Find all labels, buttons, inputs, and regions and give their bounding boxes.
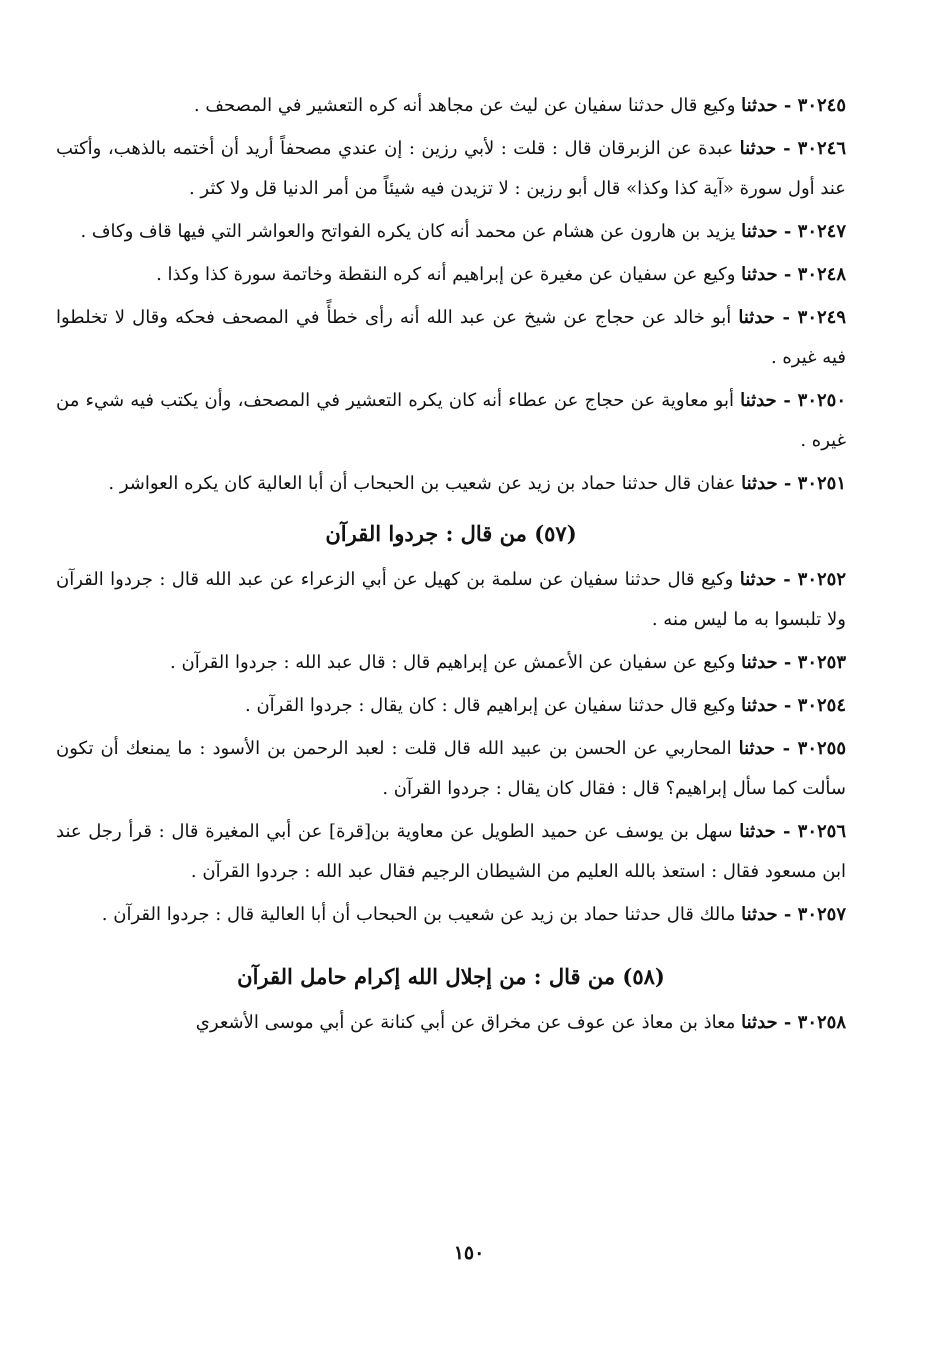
hadith-entry [56,1003,846,1043]
hadith-text: أبو خالد عن حجاج عن شيخ عن عبد الله أنه رأى خطأً في المصحف فحكه وقال لا تخلطوا فيه غيره . [56,307,846,368]
hadith-lead: - حدثنا [739,138,798,159]
hadith-text: عفان قال حدثنا حماد بن زيد عن شعيب بن الحبحاب أن أبا العالية كان يكره العواشر . [108,473,742,494]
hadith-text: مالك قال حدثنا حماد بن زيد عن شعيب بن الحبحاب أن أبا العالية قال : جردوا القرآن . [101,904,742,925]
hadith-text: وكيع قال حدثنا سفيان عن ليث عن مجاهد أنه كره التعشير في المصحف . [193,95,742,116]
hadith-entry [56,129,846,209]
hadith-number: ٣٠٢٥٧ [797,904,846,925]
hadith-entry [56,464,846,504]
hadith-text: يزيد بن هارون عن هشام عن محمد أنه كان يكره الفواتح والعواشر التي فيها قاف وكاف . [80,221,742,242]
hadith-text: أبو معاوية عن حجاج عن عطاء أنه كان يكره التعشير في المصحف، وأن يكتب فيه شيء من غيره . [56,390,846,451]
hadith-lead: - حدثنا [741,221,798,242]
hadith-entry [56,812,846,892]
hadith-number: ٣٠٢٥١ [797,473,846,494]
hadith-entry [56,895,846,935]
chapter-heading-58: (٥٨) من قال : من إجلال الله إكرام حامل القرآن [237,964,665,989]
hadith-lead: - حدثنا [741,652,798,673]
hadith-entry [56,255,846,295]
hadith-entry [56,298,846,378]
hadith-entry [56,86,846,126]
hadith-lead: - حدثنا [741,95,798,116]
hadith-lead: - حدثنا [741,473,798,494]
hadith-lead: - حدثنا [738,307,798,328]
hadith-number: ٣٠٢٥٠ [797,390,846,411]
hadith-entry [56,643,846,683]
hadith-number: ٣٠٢٥٦ [797,821,846,842]
hadith-text: وكيع عن سفيان عن مغيرة عن إبراهيم أنه كره النقطة وخاتمة سورة كذا وكذا . [156,264,742,285]
hadith-text: وكيع عن سفيان عن الأعمش عن إبراهيم قال : قال عبد الله : جردوا القرآن . [170,652,742,673]
hadith-number: ٣٠٢٤٥ [797,95,846,116]
page-number: ١٥٠ [453,1242,485,1264]
hadith-number: ٣٠٢٤٨ [797,264,846,285]
hadith-number: ٣٠٢٥٨ [797,1012,846,1033]
hadith-lead: - حدثنا [739,821,798,842]
chapter-heading-57: (٥٧) من قال : جردوا القرآن [325,521,577,546]
hadith-number: ٣٠٢٤٩ [797,307,846,328]
hadith-lead: - حدثنا [738,738,798,759]
hadith-number: ٣٠٢٥٤ [797,695,846,716]
hadith-number: ٣٠٢٥٣ [797,652,846,673]
hadith-lead: - حدثنا [741,904,798,925]
hadith-entry [56,686,846,726]
hadith-entry [56,381,846,461]
hadith-lead: - حدثنا [741,695,798,716]
hadith-text: وكيع قال حدثنا سفيان عن إبراهيم قال : كان يقال : جردوا القرآن . [245,695,742,716]
hadith-lead: - حدثنا [739,569,798,590]
hadith-entry [56,560,846,640]
hadith-text: عبدة عن الزبرقان قال : قلت : لأبي رزين : إن عندي مصحفاً أريد أن أختمه بالذهب، وأكتب عند أول سورة «آية كذا وكذا» قال أبو رزين : لا تزيدن فيه شيئاً من أمر الدنيا قل ولا كثر . [56,138,846,199]
hadith-text: المحاربي عن الحسن بن عبيد الله قال قلت : لعبد الرحمن بن الأسود : ما يمنعك أن تكون سألت كما سأل إبراهيم؟ قال : فقال كان يقال : جردوا القرآن . [56,738,846,799]
hadith-number: ٣٠٢٥٥ [797,738,846,759]
hadith-lead: - حدثنا [741,1012,798,1033]
hadith-text: معاذ بن معاذ عن عوف عن مخراق عن أبي كنانة عن أبي موسى الأشعري [195,1012,742,1033]
hadith-number: ٣٠٢٤٦ [797,138,846,159]
hadith-entry [56,212,846,252]
hadith-number: ٣٠٢٤٧ [797,221,846,242]
hadith-text: سهل بن يوسف عن حميد الطويل عن معاوية بن[قرة] عن أبي المغيرة قال : قرأ رجل عند ابن مسعود فقال : استعذ بالله العليم من الشيطان الرجيم فقال عبد الله : جردوا القرآن . [56,821,846,882]
page-body [56,86,846,1046]
hadith-text: وكيع قال حدثنا سفيان عن سلمة بن كهيل عن أبي الزعراء عن عبد الله قال : جردوا القرآن ولا تلبسوا به ما ليس منه . [56,569,846,630]
hadith-lead: - حدثنا [741,264,798,285]
hadith-lead: - حدثنا [740,390,798,411]
hadith-number: ٣٠٢٥٢ [797,569,846,590]
hadith-entry [56,729,846,809]
